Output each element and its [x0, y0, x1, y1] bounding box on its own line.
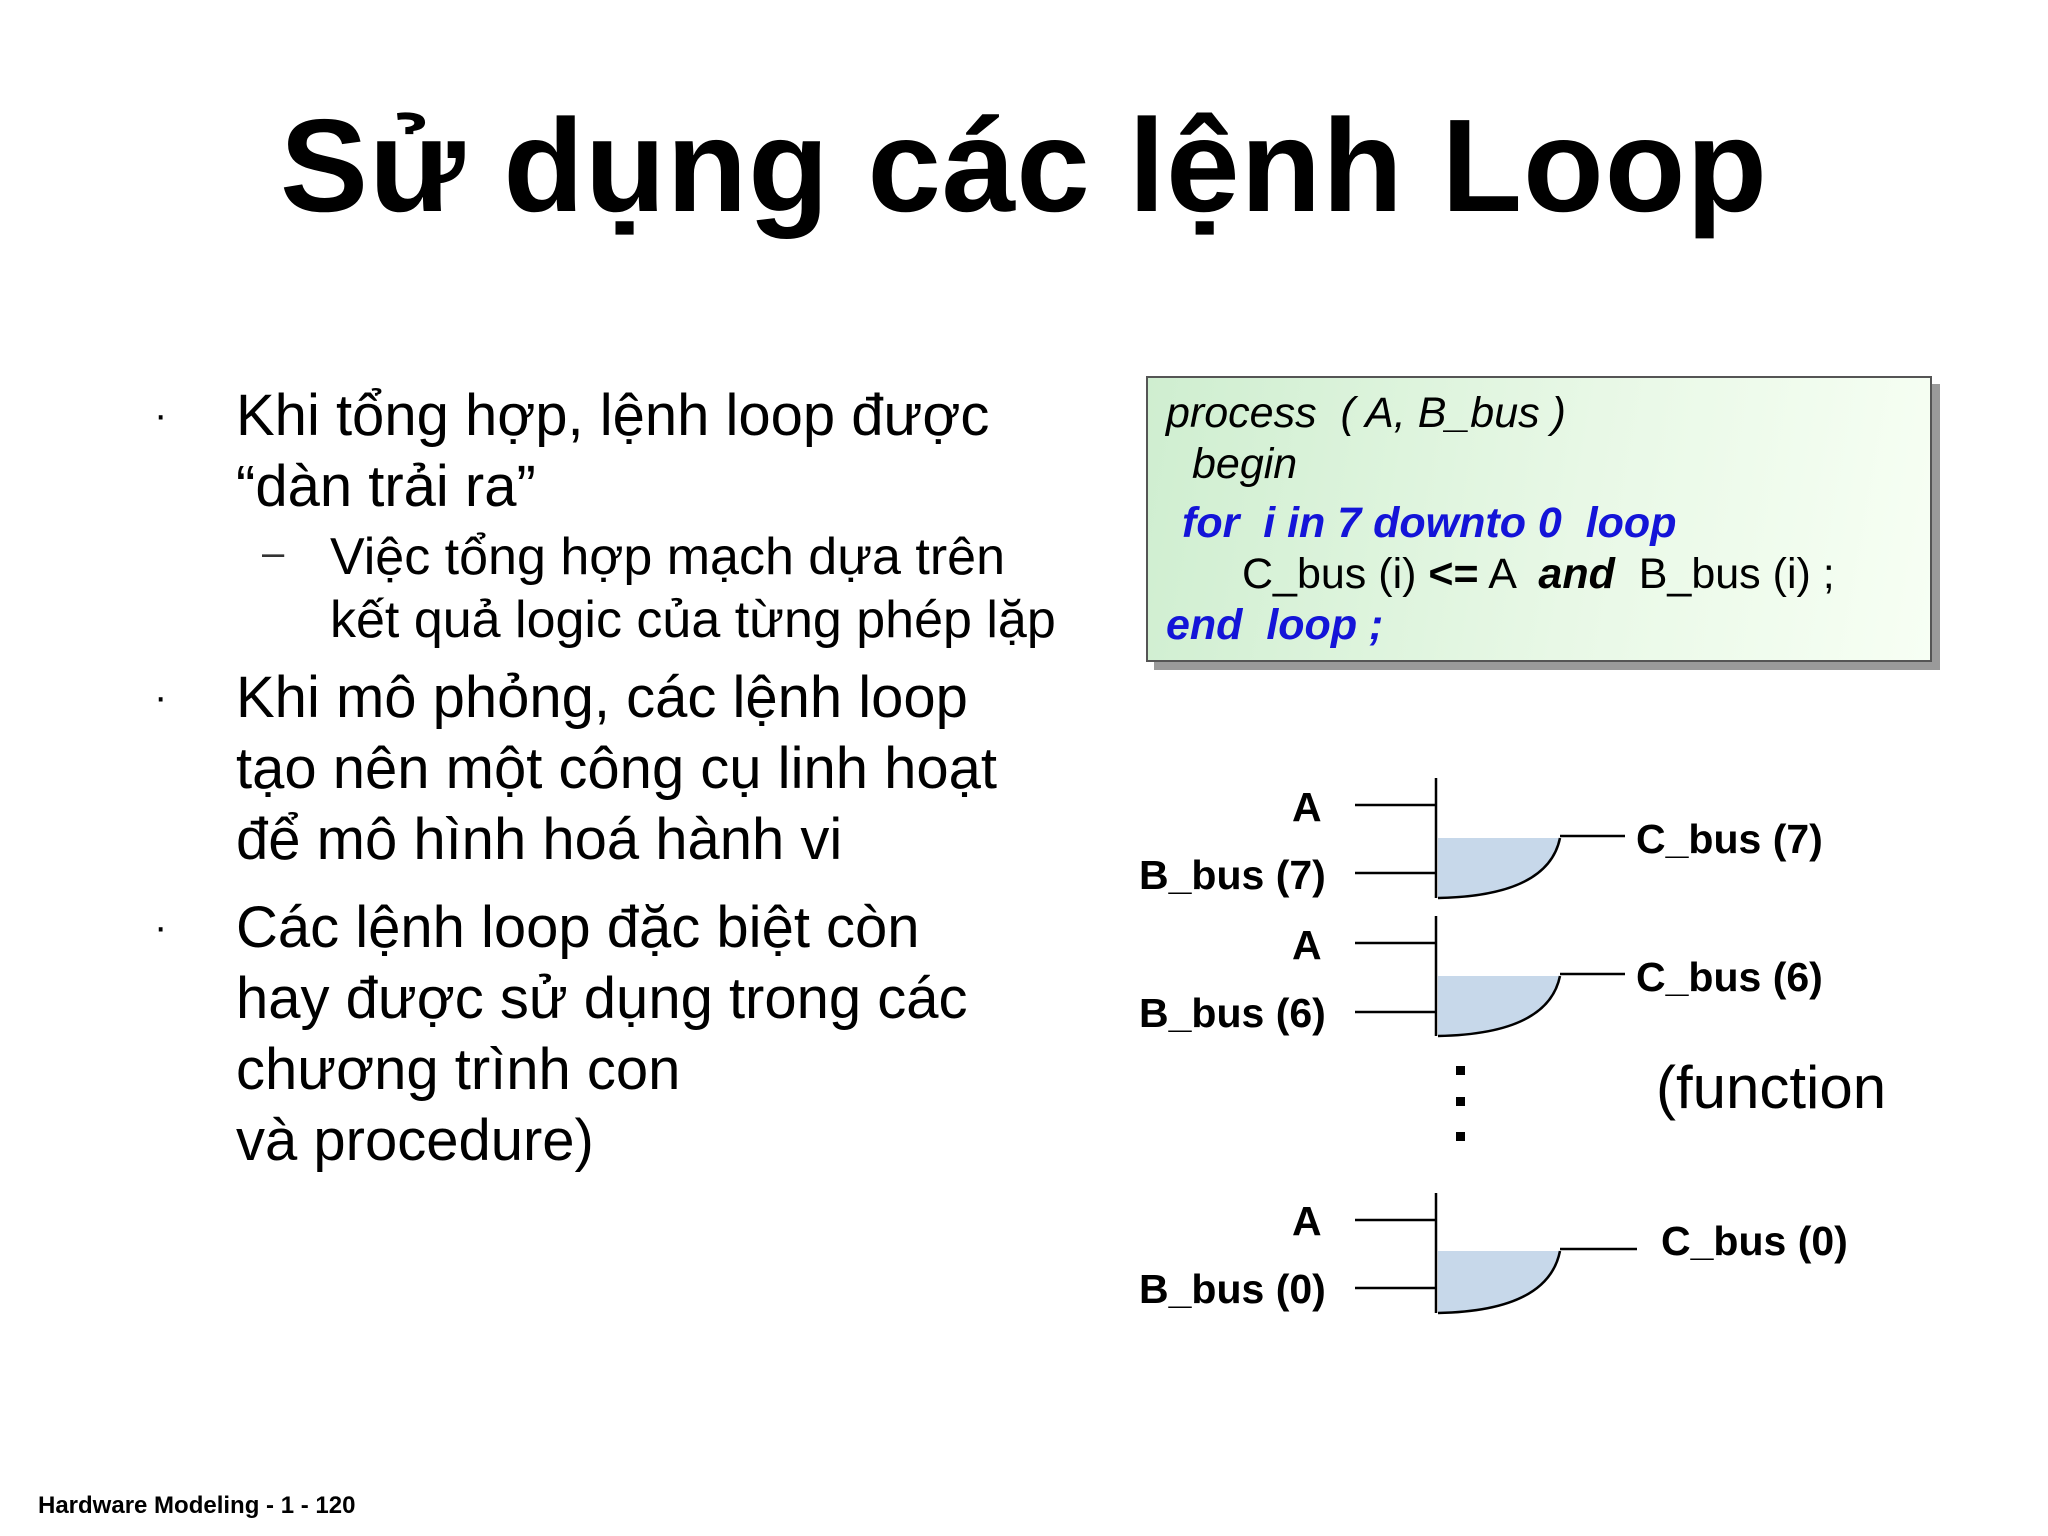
bullet-dot: · — [154, 393, 168, 437]
bullet-line: và procedure) — [236, 1108, 594, 1173]
sub-bullet-line: Việc tổng hợp mạch dựa trên — [330, 528, 1006, 586]
bullet-line: để mô hình hoá hành vi — [236, 807, 843, 872]
continuation-dots — [1456, 1066, 1465, 1141]
code-assign-a: A — [1478, 550, 1539, 598]
gate7-input-a-label: A — [1292, 784, 1322, 830]
gate0-input-b-label: B_bus (0) — [1139, 1266, 1326, 1312]
and-gate-7 — [1355, 778, 1625, 898]
code-for-line: for i in 7 downto 0 loop — [1182, 499, 1677, 547]
bullet-line: Khi tổng hợp, lệnh loop được — [236, 383, 990, 448]
code-end-loop-line: end loop ; — [1166, 601, 1384, 649]
gate6-input-b-label: B_bus (6) — [1139, 990, 1326, 1036]
bullet-line: “dàn trải ra” — [236, 454, 536, 519]
code-assign-lhs: C_bus (i) — [1242, 550, 1429, 598]
bullet-line: Khi mô phỏng, các lệnh loop — [236, 665, 968, 730]
slide-title: Sử dụng các lệnh Loop — [280, 92, 1768, 239]
and-gate-0 — [1355, 1193, 1637, 1313]
gate7-output-label: C_bus (7) — [1636, 816, 1823, 862]
gate0-output-label: C_bus (0) — [1661, 1218, 1848, 1264]
gate0-input-a-label: A — [1292, 1198, 1322, 1244]
slide-footer: Hardware Modeling - 1 - 120 — [38, 1492, 356, 1519]
bullet-line: tạo nên một công cụ linh hoạt — [236, 736, 997, 801]
code-assign-op: <= — [1428, 550, 1479, 598]
gate7-input-b-label: B_bus (7) — [1139, 852, 1326, 898]
bullet-dot: · — [154, 675, 168, 719]
gate6-input-a-label: A — [1292, 922, 1322, 968]
code-and-keyword: and — [1538, 550, 1615, 598]
code-assign-rhs: B_bus (i) ; — [1614, 550, 1835, 598]
sub-bullet-dash: – — [262, 531, 285, 575]
sub-bullet-line: kết quả logic của từng phép lặp — [330, 591, 1056, 649]
code-begin-line: begin — [1192, 440, 1298, 488]
bullet-line: Các lệnh loop đặc biệt còn — [236, 895, 920, 960]
function-note: (function — [1656, 1054, 1887, 1121]
and-gate-6 — [1355, 916, 1625, 1036]
bullet-line: chương trình con — [236, 1037, 681, 1102]
code-process-line: process ( A, B_bus ) — [1166, 389, 1566, 437]
bullet-line: hay được sử dụng trong các — [236, 966, 968, 1031]
gate6-output-label: C_bus (6) — [1636, 954, 1823, 1000]
bullet-dot: · — [154, 905, 168, 949]
